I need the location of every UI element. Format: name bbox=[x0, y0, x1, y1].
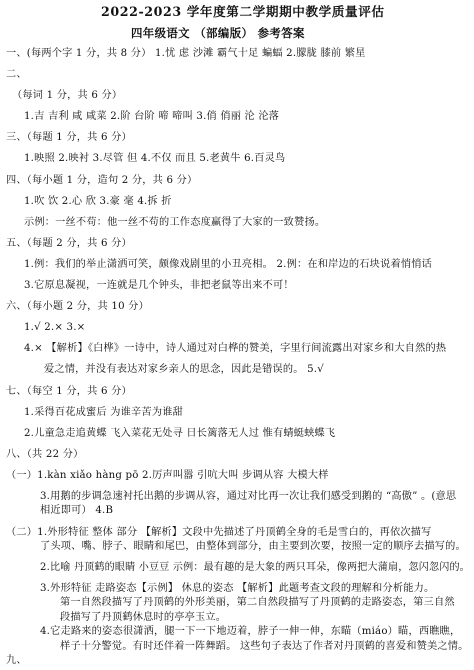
section-7-answer-2: 2.儿童急走追黄蝶 飞入菜花无处寻 日长篱落无人过 惟有蜻蜓蛱蝶飞 bbox=[24, 427, 336, 439]
section-8-part2-answer-2: 2.比喻 丹顶鹤的眼睛 小豆豆 示例：最有趣的是大象的两只耳朵，像两把大蒲扇，忽闪忽闪的。 bbox=[40, 561, 470, 573]
section-6-answers-1-3: 1.√ 2.× 3.× bbox=[24, 322, 86, 334]
section-8-part2-answer-4: 4.它走路来的姿态很潇洒，腿一下一下地迈着，脖子一伸一伸，东瞄（miáo）瞄，西瞧瞧， bbox=[40, 626, 461, 638]
section-8-part2-answer-1-cont: 了头项、嘴、脖子、眼睛和尾巴，由整体到部分，由主要到次要，按照一定的顺序去描写的。 bbox=[40, 540, 466, 552]
section-4-heading: 四、（每小题 1 分，造句 2 分，共 6 分） bbox=[6, 174, 198, 186]
section-2-answers: 1.吉 吉利 咸 咸菜 2.阶 台阶 啼 啼叫 3.俏 俏丽 沦 沦落 bbox=[24, 111, 280, 123]
section-5-heading: 五、（每题 2 分，共 6 分） bbox=[6, 237, 132, 249]
section-7-answer-1: 1.采得百花成蜜后 为谁辛苦为谁甜 bbox=[24, 406, 183, 418]
section-6-heading: 六、（每小题 2 分，共 10 分） bbox=[6, 301, 149, 313]
section-8-part2-answer-3-cont2: 段描写了丹顶鹤休息时的亭亭玉立。 bbox=[60, 611, 227, 623]
section-9-heading: 九、 bbox=[6, 655, 27, 666]
section-8-part1-answers: （一）1.kàn xiǎo hàng pō 2.厉声叫嚣 引吭大叫 步调从容 大模大样 bbox=[6, 469, 329, 481]
section-8-part1-answer-4: 相近即可） 4.B bbox=[40, 505, 114, 517]
section-8-part2-answer-4-cont: 样子十分警觉。有时还伴着一阵舞蹈。 这些句子表达了作者对丹顶鹤的喜爱和赞美之情。 bbox=[60, 640, 469, 652]
page-subtitle: 四年级语文 （部编版） 参考答案 bbox=[131, 25, 305, 40]
section-6-answer-4: 4.× 【解析】《白桦》一诗中，诗人通过对白桦的赞美，字里行间流露出对家乡和大自然的热 bbox=[24, 343, 447, 355]
section-8-heading: 八、（共 22 分） bbox=[6, 448, 84, 460]
section-8-part2-answer-1: （二）1.外形特征 整体 部分 【解析】文段中先描述了丹顶鹤全身的毛是雪白的，再依次描写 bbox=[6, 526, 432, 538]
section-8-part1-answer-3: 3.用鹅的步调急速衬托出鹅的步调从容，通过对比再一次让我们感受到鹅的 “高傲” 。(意思 bbox=[40, 491, 457, 503]
section-2-heading: 二、 bbox=[6, 69, 27, 81]
section-5-answer-1-2: 1.例：我们的举止潇洒可笑，颇像戏剧里的小丑亮相。 2.例：在和岸边的石块说着悄悄话 bbox=[24, 258, 433, 270]
section-7-heading: 七、（每空 1 分，共 6 分） bbox=[6, 385, 132, 397]
section-1-answers: 一、(每两个字 1 分，共 8 分） 1.忧 虑 沙滩 霸气十足 蝙蝠 2.朦胧 膝前 繁星 bbox=[6, 47, 366, 59]
section-3-answers: 1.映照 2.映衬 3.尽管 但 4.不仅 而且 5.老黄牛 6.百灵鸟 bbox=[24, 153, 286, 165]
section-5-answer-3: 3.它原息凝视，一连就是几个钟头，非把老鼠等出来不可！ bbox=[24, 280, 294, 292]
section-8-part2-answer-3-cont: 第一自然段描写了丹顶鹤的外形美丽，第二自然段描写了丹顶鹤的走路姿态，第三自然 bbox=[60, 597, 455, 609]
section-4-answers: 1.吹 饮 2.心 欣 3.豪 毫 4.拆 折 bbox=[24, 195, 172, 207]
page-title: 2022-2023 学年度第二学期期中教学质量评估 bbox=[101, 3, 385, 19]
section-2-scoring: （每词 1 分，共 6 分） bbox=[12, 90, 123, 102]
section-8-part2-answer-3: 3.外形特征 走路姿态【示例】 休息的姿态 【解析】此题考查文段的理解和分析能力。 bbox=[40, 583, 435, 595]
section-4-example: 示例：一丝不苟：他一丝不苟的工作态度赢得了大家的一致赞扬。 bbox=[24, 216, 326, 228]
section-6-answer-4-cont: 爱之情，并没有表达对家乡亲人的思念，因此是错误的。 5.√ bbox=[44, 364, 324, 376]
section-3-heading: 三、（每题 1 分，共 6 分） bbox=[6, 132, 132, 144]
